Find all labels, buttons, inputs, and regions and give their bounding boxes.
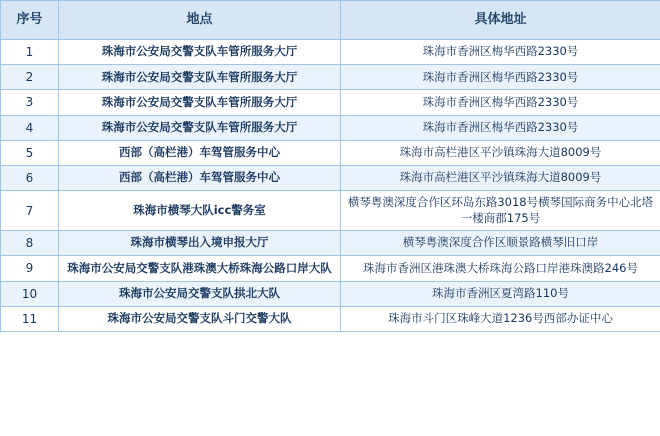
cell-address: 珠海市高栏港区平沙镇珠海大道8009号 bbox=[341, 140, 660, 165]
table-row bbox=[1, 306, 660, 331]
cell-address: 珠海市香洲区夏湾路110号 bbox=[341, 281, 660, 306]
cell-place: 珠海市公安局交警支队斗门交警大队 bbox=[59, 306, 341, 331]
cell-index: 1 bbox=[1, 40, 59, 65]
table-row bbox=[1, 115, 660, 140]
table-header-row bbox=[1, 1, 660, 40]
cell-place: 珠海市公安局交警支队港珠澳大桥珠海公路口岸大队 bbox=[59, 256, 341, 281]
cell-index: 8 bbox=[1, 231, 59, 256]
cell-index: 10 bbox=[1, 281, 59, 306]
table-row bbox=[1, 90, 660, 115]
cell-place: 西部（高栏港）车驾管服务中心 bbox=[59, 140, 341, 165]
cell-address: 珠海市香洲区梅华西路2330号 bbox=[341, 90, 660, 115]
cell-place: 珠海市公安局交警支队车管所服务大厅 bbox=[59, 40, 341, 65]
cell-index: 7 bbox=[1, 191, 59, 231]
cell-index: 9 bbox=[1, 256, 59, 281]
cell-address: 横琴粤澳深度合作区环岛东路3018号横琴国际商务中心北塔一楼商郡175号 bbox=[341, 191, 660, 231]
table-body bbox=[1, 40, 660, 332]
column-header-index: 序号 bbox=[1, 1, 59, 40]
cell-place: 珠海市公安局交警支队车管所服务大厅 bbox=[59, 90, 341, 115]
cell-address: 珠海市香洲区梅华西路2330号 bbox=[341, 65, 660, 90]
cell-index: 11 bbox=[1, 306, 59, 331]
cell-address: 珠海市香洲区梅华西路2330号 bbox=[341, 40, 660, 65]
cell-address: 珠海市斗门区珠峰大道1236号西部办证中心 bbox=[341, 306, 660, 331]
cell-index: 5 bbox=[1, 140, 59, 165]
cell-index: 6 bbox=[1, 165, 59, 190]
table-row bbox=[1, 191, 660, 231]
cell-address: 珠海市高栏港区平沙镇珠海大道8009号 bbox=[341, 165, 660, 190]
table-row bbox=[1, 281, 660, 306]
table-row bbox=[1, 165, 660, 190]
table-row bbox=[1, 231, 660, 256]
cell-index: 4 bbox=[1, 115, 59, 140]
table-row bbox=[1, 256, 660, 281]
cell-index: 2 bbox=[1, 65, 59, 90]
column-header-place: 地点 bbox=[59, 1, 341, 40]
cell-place: 珠海市横琴出入境申报大厅 bbox=[59, 231, 341, 256]
cell-place: 珠海市公安局交警支队拱北大队 bbox=[59, 281, 341, 306]
cell-address: 珠海市香洲区港珠澳大桥珠海公路口岸港珠澳路246号 bbox=[341, 256, 660, 281]
table-header bbox=[1, 1, 660, 40]
cell-place: 西部（高栏港）车驾管服务中心 bbox=[59, 165, 341, 190]
cell-place: 珠海市公安局交警支队车管所服务大厅 bbox=[59, 65, 341, 90]
cell-place: 珠海市公安局交警支队车管所服务大厅 bbox=[59, 115, 341, 140]
table-row bbox=[1, 140, 660, 165]
cell-address: 珠海市香洲区梅华西路2330号 bbox=[341, 115, 660, 140]
cell-address: 横琴粤澳深度合作区顺景路横琴旧口岸 bbox=[341, 231, 660, 256]
cell-place: 珠海市横琴大队icc警务室 bbox=[59, 191, 341, 231]
table-row bbox=[1, 40, 660, 65]
cell-index: 3 bbox=[1, 90, 59, 115]
table-row bbox=[1, 65, 660, 90]
column-header-address: 具体地址 bbox=[341, 1, 660, 40]
